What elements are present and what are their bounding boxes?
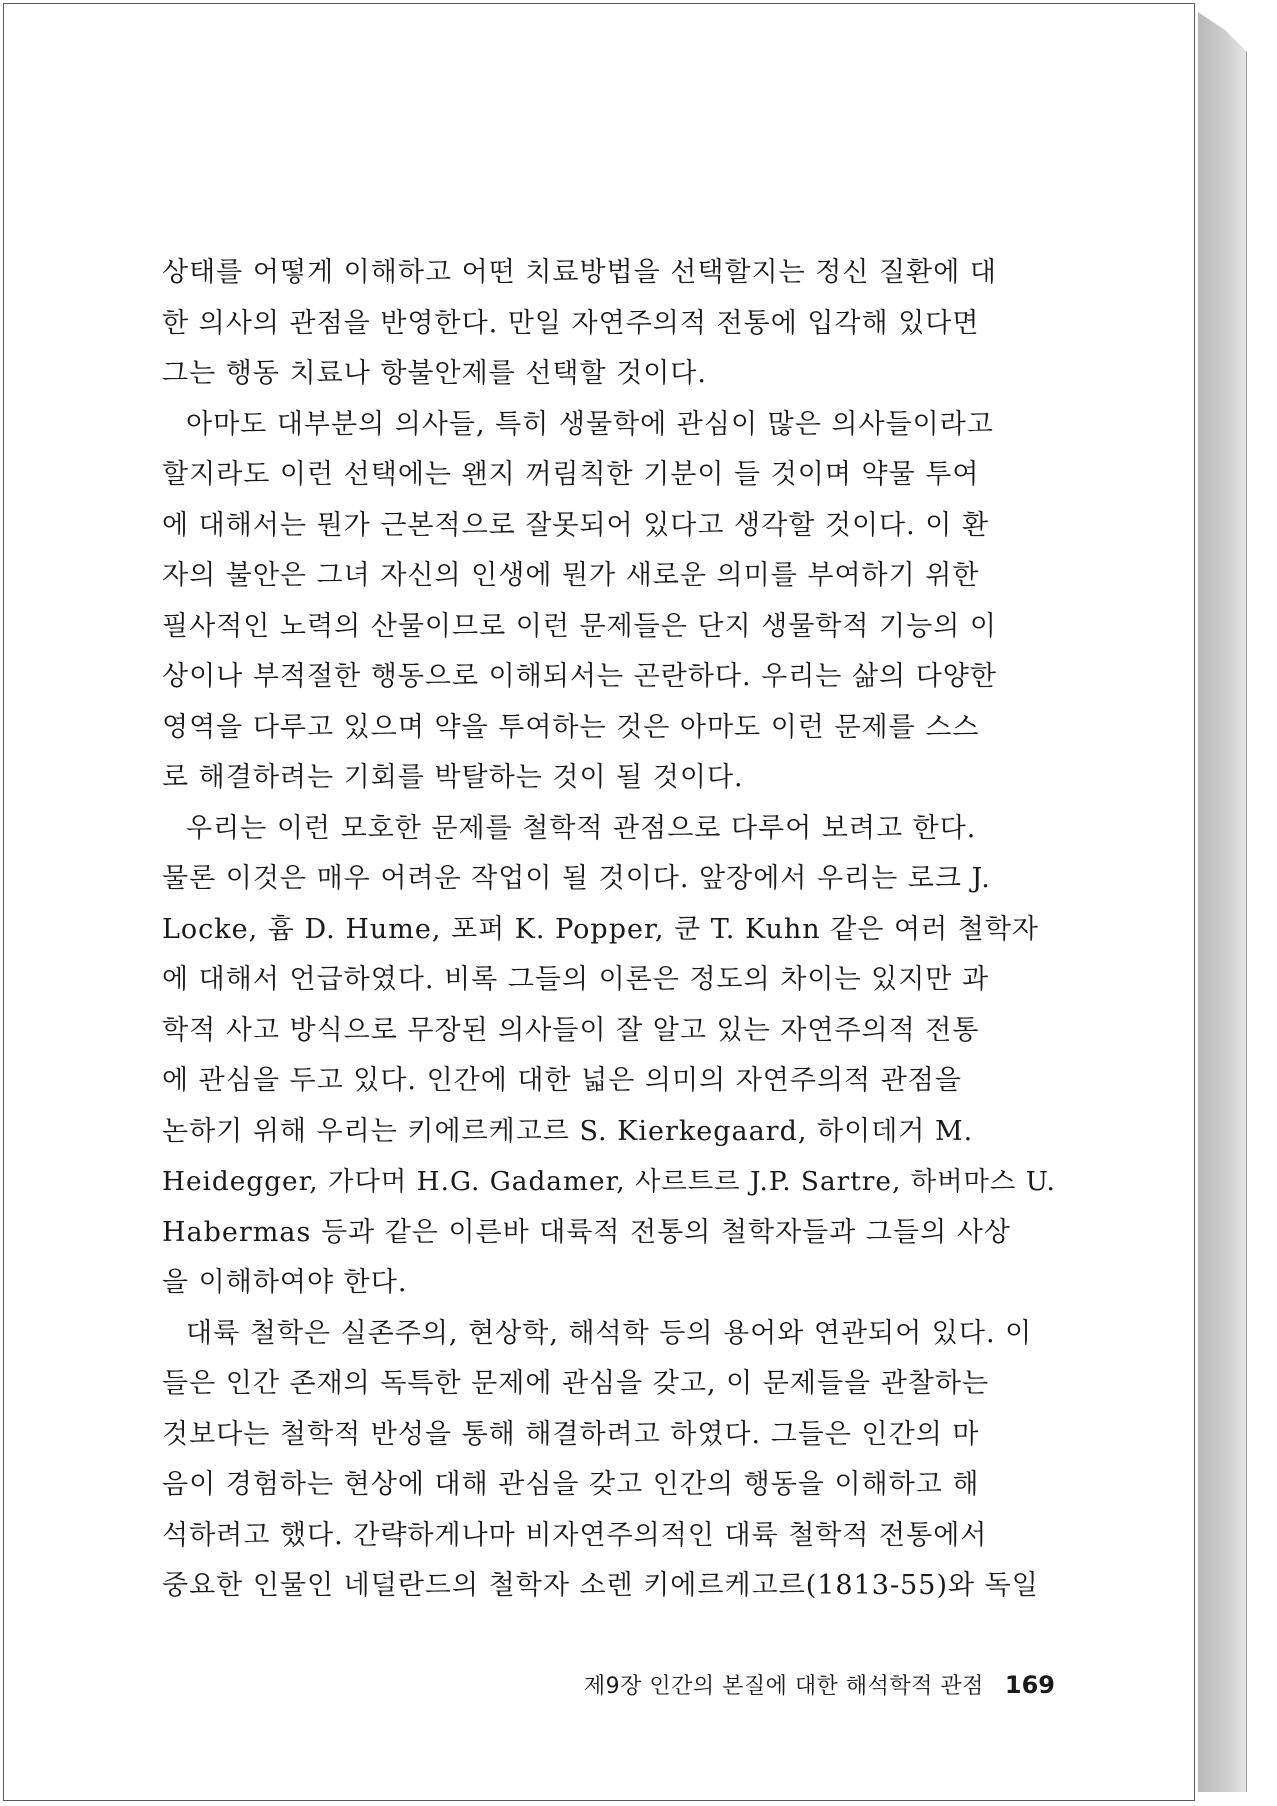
text-line: 필사적인 노력의 산물이므로 이런 문제들은 단지 생물학적 기능의 이 <box>162 610 997 642</box>
text-line: 석하려고 했다. 간략하게나마 비자연주의적인 대륙 철학적 전통에서 <box>162 1519 988 1551</box>
text-line: 상이나 부적절한 행동으로 이해되서는 곤란하다. 우리는 삶의 다양한 <box>162 661 997 692</box>
text-line: 논하기 위해 우리는 키에르케고르 S. Kierkegaard, 하이데거 M. <box>162 1115 974 1147</box>
text-line: 을 이해하여야 한다. <box>162 1267 408 1298</box>
text-line: Locke, 흄 D. Hume, 포퍼 K. Popper, 쿤 T. Kuhn 같은 여러 철학자 <box>162 913 1040 945</box>
text-line: 것보다는 철학적 반성을 통해 해결하려고 하였다. 그들은 인간의 마 <box>162 1418 980 1450</box>
text-line: 그는 행동 치료나 항불안제를 선택할 것이다. <box>162 358 707 389</box>
text-line: 들은 인간 존재의 독특한 문제에 관심을 갖고, 이 문제들을 관찰하는 <box>162 1368 990 1399</box>
text-line: 영역을 다루고 있으며 약을 투여하는 것은 아마도 이런 문제를 스스 <box>162 711 980 743</box>
text-line: 에 대해서는 뭔가 근본적으로 잘못되어 있다고 생각할 것이다. 이 환 <box>162 509 990 541</box>
text-line: 음이 경험하는 현상에 대해 관심을 갖고 인간의 행동을 이해하고 해 <box>162 1469 980 1500</box>
text-line: 할지라도 이런 선택에는 왠지 꺼림칙한 기분이 들 것이며 약물 투여 <box>162 459 980 490</box>
text-line: 한 의사의 관점을 반영한다. 만일 자연주의적 전통에 입각해 있다면 <box>162 307 980 339</box>
page-stack-edge <box>1198 12 1247 1792</box>
page-footer <box>524 1669 1055 1700</box>
text-line: 자의 불안은 그녀 자신의 인생에 뭔가 새로운 의미를 부여하기 위한 <box>162 560 980 591</box>
text-line: Heidegger, 가다머 H.G. Gadamer, 사르트르 J.P. Sartre, 하버마스 U. <box>162 1167 1056 1197</box>
text-line: 학적 사고 방식으로 무장된 의사들이 잘 알고 있는 자연주의적 전통 <box>162 1014 980 1046</box>
text-line: 물론 이것은 매우 어려운 작업이 될 것이다. 앞장에서 우리는 로크 J. <box>162 863 991 894</box>
running-chapter-title: 제9장 인간의 본질에 대한 해석학적 관점 <box>583 1674 984 1699</box>
text-line: 상태를 어떻게 이해하고 어떤 치료방법을 선택할지는 정신 질환에 대 <box>162 257 997 288</box>
book-page <box>3 3 1195 1801</box>
text-line: 우리는 이런 모호한 문제를 철학적 관점으로 다루어 보려고 한다. <box>186 812 977 844</box>
text-line: 에 관심을 두고 있다. 인간에 대한 넓은 의미의 자연주의적 관점을 <box>162 1065 962 1096</box>
text-line: 대륙 철학은 실존주의, 현상학, 해석학 등의 용어와 연관되어 있다. 이 <box>186 1317 1033 1349</box>
text-line: Habermas 등과 같은 이른바 대륙적 전통의 철학자들과 그들의 사상 <box>162 1216 1011 1248</box>
body-text <box>162 248 1055 1612</box>
page-number: 169 <box>1004 1671 1055 1699</box>
text-line: 아마도 대부분의 의사들, 특히 생물학에 관심이 많은 의사들이라고 <box>186 408 994 440</box>
text-line: 중요한 인물인 네덜란드의 철학자 소렌 키에르케고르(1813-55)와 독일 <box>162 1570 1039 1601</box>
text-line: 에 대해서 언급하였다. 비록 그들의 이론은 정도의 차이는 있지만 과 <box>162 964 990 995</box>
text-line: 로 해결하려는 기회를 박탈하는 것이 될 것이다. <box>162 762 744 793</box>
